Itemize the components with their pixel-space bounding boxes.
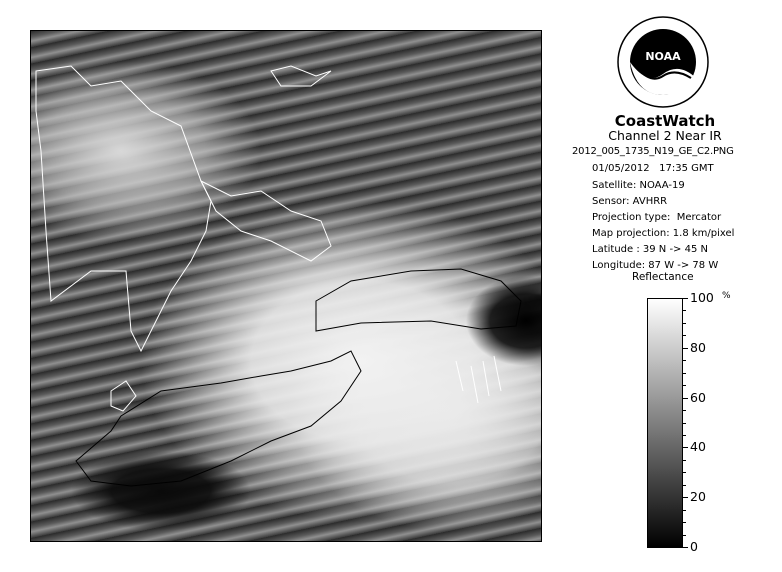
colorbar-minor-tick — [683, 485, 686, 486]
finger-lakes — [456, 356, 501, 403]
colorbar-minor-tick — [683, 323, 686, 324]
colorbar-tick — [683, 348, 688, 349]
channel-subtitle: Channel 2 Near IR — [608, 128, 722, 143]
satellite-label: Satellite: NOAA-19 — [592, 180, 685, 191]
colorbar-tick — [683, 298, 688, 299]
app-title: CoastWatch — [614, 112, 716, 130]
colorbar-tick-label: 100 — [690, 290, 714, 305]
legend-title: Reflectance — [632, 271, 694, 283]
lake-huron-coastline — [36, 66, 211, 351]
colorbar-tick — [683, 547, 688, 548]
colorbar-minor-tick — [683, 373, 686, 374]
colorbar-minor-tick — [683, 385, 686, 386]
colorbar-minor-tick — [683, 460, 686, 461]
colorbar-minor-tick — [683, 360, 686, 361]
colorbar-tick-label: 40 — [690, 439, 706, 454]
svg-text:NOAA: NOAA — [645, 50, 681, 63]
colorbar-minor-tick — [683, 522, 686, 523]
sensor-label: Sensor: AVHRR — [592, 196, 668, 207]
noaa-logo — [617, 16, 709, 108]
colorbar-minor-tick — [683, 423, 686, 424]
lake-erie-coastline — [76, 351, 361, 486]
projection-type-label: Projection type: Mercator — [592, 212, 722, 223]
colorbar-minor-tick — [683, 335, 686, 336]
latitude-label: Latitude : 39 N -> 45 N — [592, 244, 708, 255]
colorbar-minor-tick — [683, 310, 686, 311]
colorbar-minor-tick — [683, 410, 686, 411]
georgian-bay-coastline — [201, 181, 331, 261]
colorbar-tick — [683, 447, 688, 448]
legend-unit: % — [722, 291, 731, 301]
colorbar-tick-label: 80 — [690, 340, 706, 355]
datetime-label: 01/05/2012 17:35 GMT — [592, 163, 714, 174]
colorbar-minor-tick — [683, 535, 686, 536]
lake-ontario-coastline — [316, 269, 521, 331]
colorbar-tick — [683, 398, 688, 399]
satellite-image[interactable] — [30, 30, 542, 542]
colorbar-tick-label: 20 — [690, 489, 706, 504]
colorbar-tick-label: 60 — [690, 390, 706, 405]
coastline-overlay — [31, 31, 542, 542]
northern-coastline — [271, 66, 331, 86]
filename-label: 2012_005_1735_N19_GE_C2.PNG — [572, 146, 734, 157]
colorbar-tick — [683, 497, 688, 498]
map-projection-label: Map projection: 1.8 km/pixel — [592, 228, 735, 239]
colorbar-tick-label: 0 — [690, 539, 698, 554]
reflectance-colorbar — [647, 298, 683, 548]
longitude-label: Longitude: 87 W -> 78 W — [592, 260, 719, 271]
colorbar-minor-tick — [683, 435, 686, 436]
colorbar-minor-tick — [683, 510, 686, 511]
colorbar-minor-tick — [683, 472, 686, 473]
lake-st-clair-coastline — [111, 381, 136, 411]
